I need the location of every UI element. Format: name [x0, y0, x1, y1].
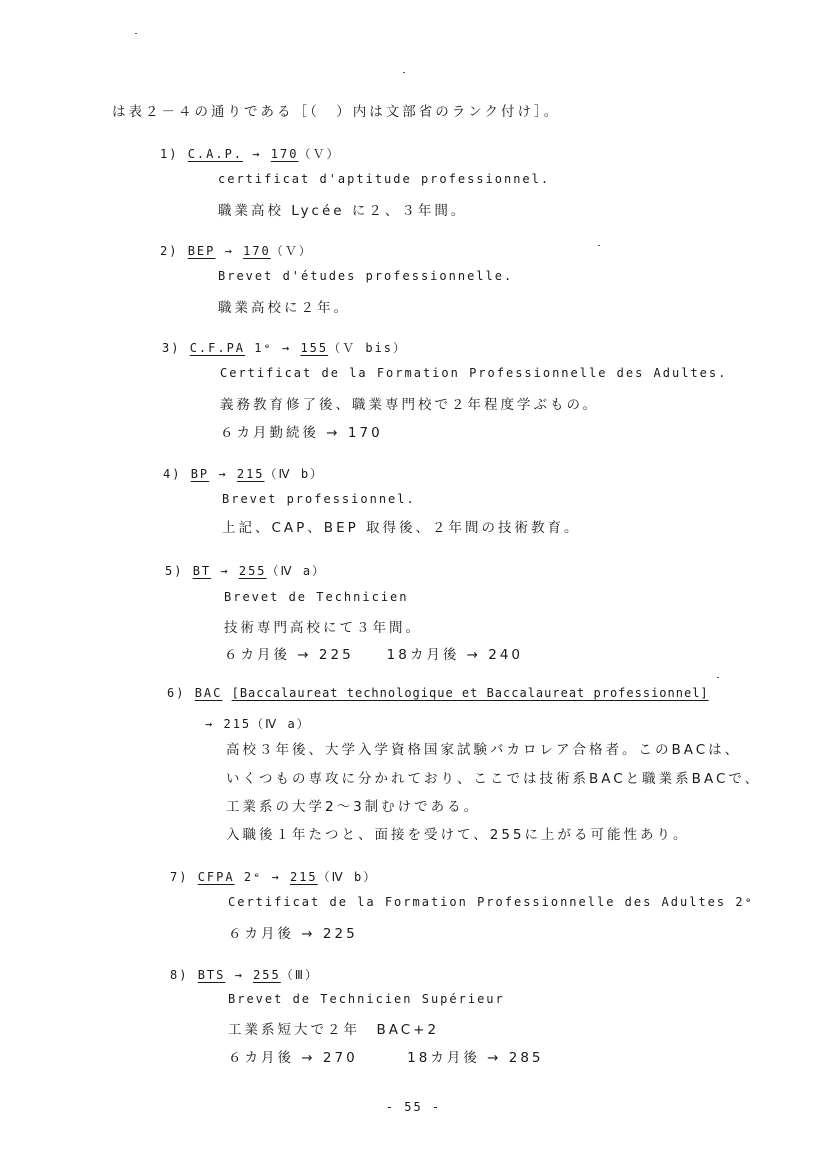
item-5-arrow: →	[220, 564, 230, 578]
item-6-heading	[167, 686, 709, 700]
item-1-note-1: 職業高校 Lycée に２、３年間。	[218, 203, 468, 219]
item-3-abbr-sup: 1ᵉ	[254, 341, 273, 355]
item-3-note-2: ６カ月勤続後 → 170	[220, 425, 383, 441]
item-8-abbr: BTS	[197, 968, 226, 982]
item-8-arrow: →	[234, 968, 244, 982]
item-1-number: 1)	[160, 147, 179, 161]
item-6-number: 6)	[167, 686, 186, 700]
item-6-note-4: 入職後１年たつと、面接を受けて、255に上がる可能性あり。	[226, 827, 690, 843]
item-7-arrow: →	[271, 870, 281, 884]
item-4-number: 4)	[163, 467, 182, 481]
item-1-rank: （Ｖ）	[298, 147, 341, 161]
item-8-note-2: ６カ月後 → 270 18カ月後 → 285	[228, 1050, 544, 1066]
item-2-full-name: Brevet d'études professionnelle.	[218, 269, 514, 283]
item-2-abbr: BEP	[187, 244, 216, 258]
item-5-score: 255	[238, 564, 267, 578]
item-6-note-3: 工業系の大学2～3制むけである。	[226, 799, 481, 815]
intro-text: は表２－４の通りである［（ ）内は文部省のランク付け］。	[112, 104, 561, 120]
item-8-score: 255	[253, 968, 281, 982]
item-7-abbr: CFPA	[197, 870, 235, 884]
item-3-note-1: 義務教育修了後、職業専門校で２年程度学ぶもの。	[220, 397, 599, 413]
item-6-arrow: →	[205, 717, 215, 731]
item-4-score: 215	[236, 467, 265, 481]
item-1-full-name: certificat d'aptitude professionnel.	[218, 172, 551, 186]
item-7-score: 215	[289, 870, 318, 884]
item-5-abbr: BT	[192, 564, 212, 578]
item-5-note-1: 技術専門高校にて３年間。	[224, 620, 422, 636]
item-7-note-1: ６カ月後 → 225	[228, 926, 358, 942]
item-7-heading	[170, 868, 377, 885]
item-3-number: 3)	[162, 341, 181, 355]
item-7-rank: （Ⅳ b）	[317, 870, 378, 884]
item-4-abbr: BP	[190, 467, 210, 481]
item-3-heading	[162, 339, 407, 356]
item-2-rank: （Ｖ）	[270, 244, 313, 258]
item-8-full-name: Brevet de Technicien Supérieur	[228, 992, 505, 1006]
item-2-note-1: 職業高校に２年。	[218, 300, 350, 316]
item-5-number: 5)	[165, 564, 184, 578]
item-3-abbr: C.F.PA	[189, 341, 246, 355]
item-4-arrow: →	[218, 467, 228, 481]
item-3-score: 155	[300, 341, 329, 355]
item-1-arrow: →	[252, 147, 262, 161]
item-6-rank: （Ⅳ a）	[251, 717, 311, 731]
item-8-heading	[170, 966, 319, 983]
item-4-full-name: Brevet professionnel.	[222, 492, 416, 506]
item-7-full-name: Certificat de la Formation Professionnelle des Adultes 2ᵉ	[228, 895, 754, 909]
item-2-number: 2)	[160, 244, 179, 258]
item-2-arrow: →	[224, 244, 234, 258]
item-7-number: 7)	[170, 870, 189, 884]
page-number: - 55 -	[385, 1100, 442, 1114]
item-3-rank: （Ｖ bis）	[328, 341, 408, 355]
item-2-score: 170	[243, 244, 271, 258]
item-1-heading	[160, 145, 340, 162]
item-6-abbr: BAC	[194, 686, 223, 700]
item-4-heading	[163, 465, 324, 482]
item-6-note-1: 高校３年後、大学入学資格国家試験バカロレア合格者。このBACは、	[226, 742, 742, 758]
item-5-note-2: ６カ月後 → 225 18カ月後 → 240	[224, 647, 524, 663]
item-4-note-1: 上記、CAP、BEP 取得後、２年間の技術教育。	[222, 520, 581, 536]
item-1-score: 170	[270, 147, 299, 161]
item-5-full-name: Brevet de Technicien	[224, 590, 409, 604]
item-1-abbr: C.A.P.	[187, 147, 244, 161]
item-3-arrow: →	[281, 341, 292, 355]
item-5-heading	[165, 562, 326, 579]
item-7-abbr-sup: 2ᵉ	[243, 870, 263, 884]
item-6-note-2: いくつもの専攻に分かれており、ここでは技術系BACと職業系BACで、	[226, 771, 762, 787]
item-6-score: 215	[223, 717, 252, 731]
item-6-score-line	[205, 715, 311, 732]
item-6-bac-full: [Baccalaureat technologique et Baccalaureat professionnel]	[231, 686, 709, 700]
item-8-number: 8)	[170, 968, 189, 982]
item-2-heading	[160, 242, 313, 259]
item-3-full-name: Certificat de la Formation Professionnelle des Adultes.	[220, 366, 728, 380]
item-8-note-1: 工業系短大で２年 BAC+2	[228, 1022, 440, 1038]
item-8-rank: （Ⅲ）	[280, 968, 320, 982]
item-4-rank: （Ⅳ b）	[264, 467, 325, 481]
item-5-rank: （Ⅳ a）	[266, 564, 327, 578]
